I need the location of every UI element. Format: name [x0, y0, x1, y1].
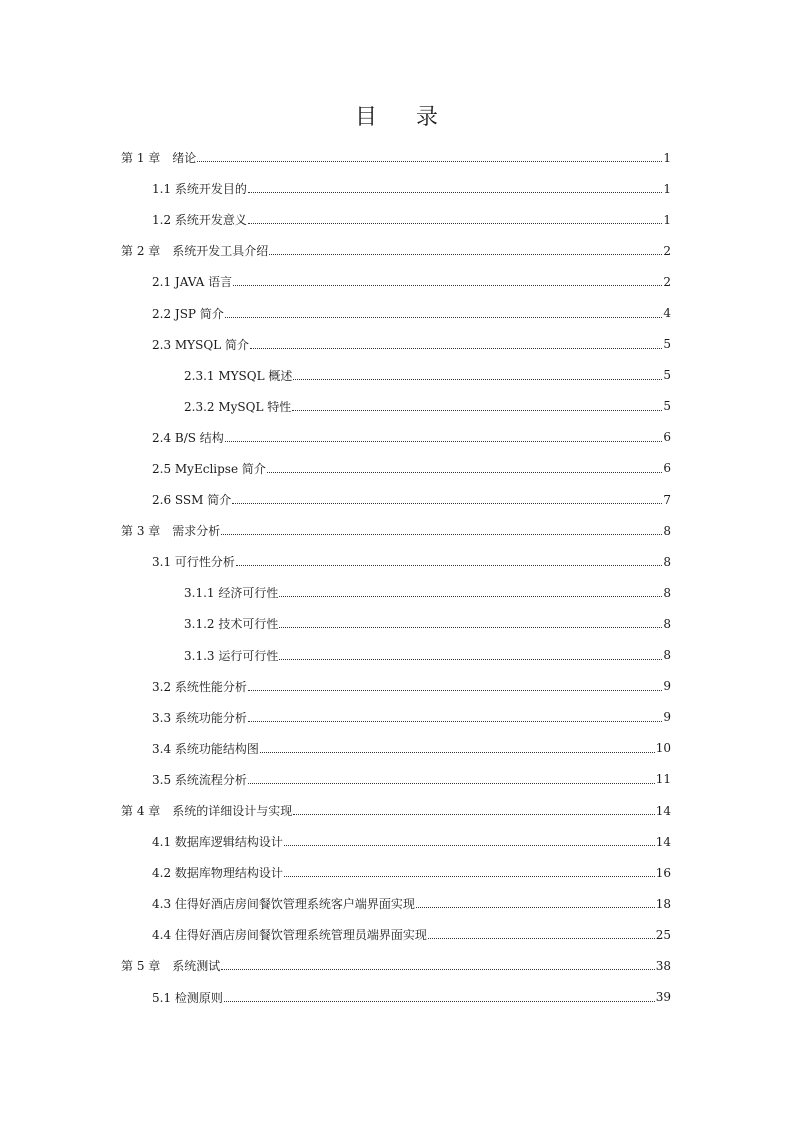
toc-dot-leader — [269, 254, 662, 255]
toc-dot-leader — [232, 503, 662, 504]
toc-entry-title: 3.2 系统性能分析 — [152, 679, 247, 694]
page-title: 目 录 — [355, 105, 454, 130]
toc-dot-leader — [416, 907, 655, 908]
toc-entry-title: 1.2 系统开发意义 — [152, 213, 247, 228]
toc-entry[interactable] — [121, 982, 671, 1013]
toc-page-number: 2 — [663, 274, 671, 289]
toc-dot-leader — [221, 534, 662, 535]
toc-page-number: 1 — [663, 212, 671, 227]
toc-dot-leader — [250, 348, 662, 349]
toc-entry[interactable] — [121, 484, 671, 515]
toc-dot-leader — [225, 317, 663, 318]
toc-page-number: 9 — [663, 679, 671, 694]
toc-dot-leader — [221, 969, 654, 970]
toc-dot-leader — [428, 938, 655, 939]
toc-entry[interactable] — [121, 297, 671, 328]
toc-dot-leader — [293, 379, 662, 380]
toc-entry-title: 第 2 章 系统开发工具介绍 — [121, 244, 269, 259]
toc-dot-leader — [248, 783, 655, 784]
toc-entry[interactable] — [121, 671, 671, 702]
toc-entry[interactable] — [121, 888, 671, 919]
toc-page-number: 9 — [663, 710, 671, 725]
toc-entry-title: 2.3 MYSQL 简介 — [152, 337, 249, 352]
toc-page-number: 6 — [663, 461, 671, 476]
toc-entry[interactable] — [121, 329, 671, 360]
toc-entry[interactable] — [121, 702, 671, 733]
toc-entry-title: 第 3 章 需求分析 — [121, 524, 221, 539]
toc-page-number: 14 — [655, 834, 671, 849]
toc-entry[interactable] — [121, 453, 671, 484]
toc-entry-title: 2.6 SSM 简介 — [152, 493, 232, 508]
toc-page-number: 5 — [663, 368, 671, 383]
toc-dot-leader — [248, 690, 662, 691]
toc-entry-title: 2.1 JAVA 语言 — [152, 275, 233, 290]
toc-page-number: 38 — [655, 958, 671, 973]
toc-page-number: 39 — [655, 990, 671, 1005]
toc-entry[interactable] — [121, 266, 671, 297]
toc-entry[interactable] — [121, 826, 671, 857]
toc-entry-title: 2.2 JSP 简介 — [152, 306, 224, 321]
toc-page-number: 8 — [663, 648, 671, 663]
toc-entry[interactable] — [121, 577, 671, 608]
toc-page-number: 4 — [663, 306, 671, 321]
toc-page-number: 8 — [663, 554, 671, 569]
toc-entry-title: 3.3 系统功能分析 — [152, 710, 247, 725]
toc-dot-leader — [279, 596, 662, 597]
toc-page-number: 7 — [663, 492, 671, 507]
toc-entry[interactable] — [121, 733, 671, 764]
toc-entry-title: 第 5 章 系统测试 — [121, 959, 221, 974]
toc-page-number: 5 — [663, 337, 671, 352]
toc-dot-leader — [279, 627, 662, 628]
toc-dot-leader — [284, 845, 655, 846]
toc-dot-leader — [248, 223, 662, 224]
toc-entry-title: 3.4 系统功能结构图 — [152, 741, 259, 756]
toc-entry[interactable] — [121, 919, 671, 950]
toc-entry-title: 2.4 B/S 结构 — [152, 430, 224, 445]
toc-dot-leader — [248, 721, 662, 722]
toc-entry[interactable] — [121, 950, 671, 981]
toc-page-number: 18 — [655, 896, 671, 911]
toc-entry-title: 3.5 系统流程分析 — [152, 772, 247, 787]
toc-entry-title: 第 1 章 绪论 — [121, 151, 197, 166]
toc-dot-leader — [279, 659, 662, 660]
toc-page-number: 14 — [655, 803, 671, 818]
toc-entry[interactable] — [121, 142, 671, 173]
toc-entry[interactable] — [121, 764, 671, 795]
toc-dot-leader — [260, 752, 655, 753]
toc-entry[interactable] — [121, 422, 671, 453]
toc-page-number: 10 — [655, 741, 671, 756]
toc-page-number: 8 — [663, 523, 671, 538]
toc-entry[interactable] — [121, 608, 671, 639]
toc-page-number: 1 — [663, 181, 671, 196]
toc-entry[interactable] — [121, 546, 671, 577]
toc-entry[interactable] — [121, 204, 671, 235]
toc-dot-leader — [293, 814, 654, 815]
toc-entry-title: 3.1 可行性分析 — [152, 555, 235, 570]
toc-entry[interactable] — [121, 857, 671, 888]
toc-entry-title: 3.1.1 经济可行性 — [184, 586, 279, 601]
toc-dot-leader — [233, 285, 662, 286]
toc-entry[interactable] — [121, 515, 671, 546]
toc-dot-leader — [248, 192, 662, 193]
toc-list — [121, 142, 671, 1013]
toc-page-number: 5 — [663, 399, 671, 414]
toc-entry[interactable] — [121, 173, 671, 204]
toc-page-number: 25 — [655, 927, 671, 942]
toc-entry[interactable] — [121, 640, 671, 671]
toc-dot-leader — [236, 565, 662, 566]
toc-page-number: 2 — [663, 243, 671, 258]
toc-entry-title: 1.1 系统开发目的 — [152, 182, 247, 197]
toc-entry[interactable] — [121, 795, 671, 826]
toc-dot-leader — [224, 1001, 655, 1002]
toc-entry[interactable] — [121, 391, 671, 422]
toc-entry-title: 2.3.2 MySQL 特性 — [184, 399, 292, 414]
toc-entry-title: 4.4 住得好酒店房间餐饮管理系统管理员端界面实现 — [152, 928, 427, 943]
toc-entry-title: 第 4 章 系统的详细设计与实现 — [121, 804, 293, 819]
toc-entry[interactable] — [121, 235, 671, 266]
toc-dot-leader — [284, 876, 655, 877]
toc-entry-title: 3.1.2 技术可行性 — [184, 617, 279, 632]
toc-page-number: 1 — [663, 150, 671, 165]
toc-dot-leader — [197, 161, 662, 162]
toc-entry-title: 2.3.1 MYSQL 概述 — [184, 368, 293, 383]
toc-entry-title: 5.1 检测原则 — [152, 990, 223, 1005]
toc-dot-leader — [267, 472, 662, 473]
toc-entry-title: 4.3 住得好酒店房间餐饮管理系统客户端界面实现 — [152, 897, 415, 912]
toc-entry-title: 3.1.3 运行可行性 — [184, 648, 279, 663]
toc-page-number: 8 — [663, 616, 671, 631]
toc-dot-leader — [225, 441, 663, 442]
toc-entry-title: 4.1 数据库逻辑结构设计 — [152, 835, 283, 850]
toc-page-number: 8 — [663, 585, 671, 600]
toc-page-number: 11 — [655, 772, 671, 787]
toc-page-number: 6 — [663, 430, 671, 445]
toc-entry[interactable] — [121, 360, 671, 391]
toc-dot-leader — [292, 410, 662, 411]
toc-entry-title: 2.5 MyEclipse 简介 — [152, 461, 266, 476]
toc-entry-title: 4.2 数据库物理结构设计 — [152, 866, 283, 881]
toc-page-number: 16 — [655, 865, 671, 880]
